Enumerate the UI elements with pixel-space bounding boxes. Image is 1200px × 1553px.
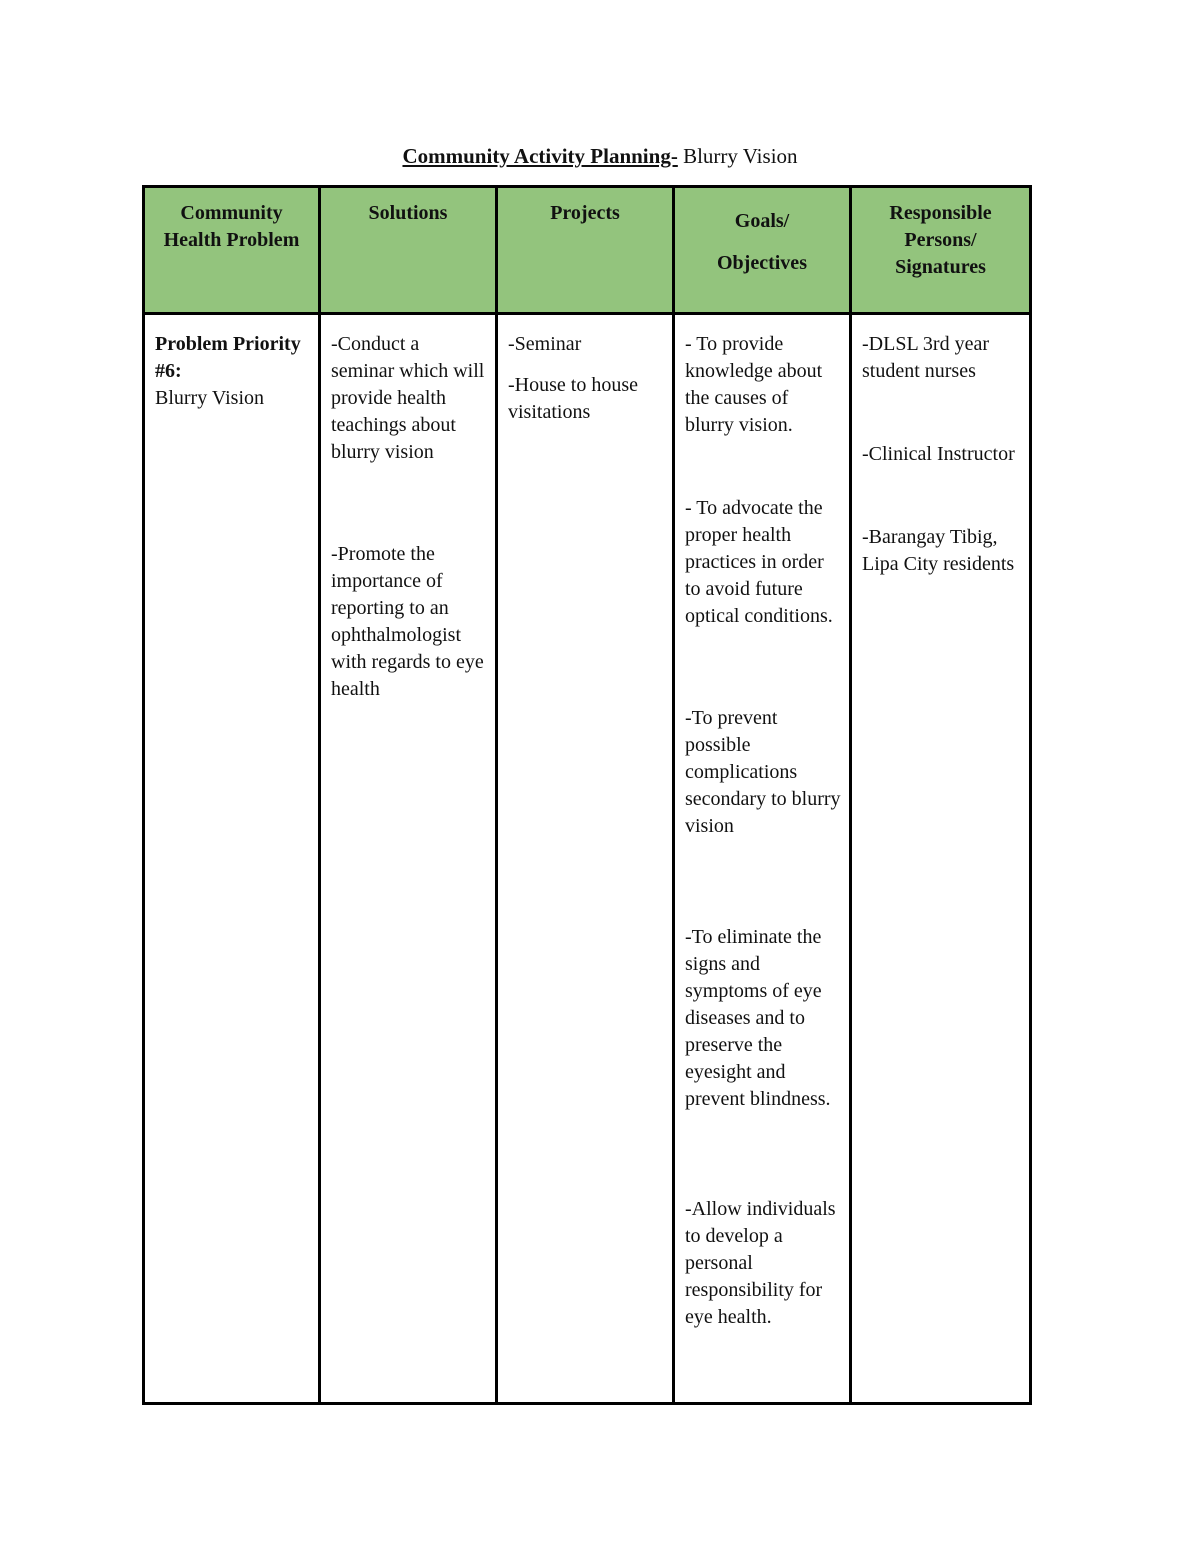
responsible-item: -Clinical Instructor (862, 443, 1015, 465)
project-item: -House to house visitations (508, 374, 638, 423)
goal-item: -Allow individuals to develop a personal responsibility for eye health. (685, 1198, 836, 1328)
header-row (144, 187, 1031, 314)
project-item: -Seminar (508, 333, 582, 355)
header-goals-line1: Goals/ (734, 210, 790, 232)
activity-planning-table (142, 185, 1032, 1405)
table-row (144, 314, 1031, 1404)
cell-problem (144, 314, 320, 1404)
goal-item: - To advocate the proper health practices in order to avoid future optical conditions. (685, 497, 833, 627)
header-goals (674, 187, 851, 314)
solution-item: -Promote the importance of reporting to an ophthalmologist with regards to eye health (331, 543, 484, 700)
title-subject: Blurry Vision (677, 144, 798, 168)
goal-item: -To eliminate the signs and symptoms of eye diseases and to preserve the eyesight and prevent blindness. (685, 926, 831, 1110)
problem-name: Blurry Vision (155, 387, 264, 409)
cell-responsible (851, 314, 1031, 1404)
cell-solutions (320, 314, 497, 1404)
solution-item: -Conduct a seminar which will provide health teachings about blurry vision (331, 333, 485, 463)
header-goals-line2: Objectives (717, 252, 807, 274)
responsible-item: -DLSL 3rd year student nurses (862, 333, 989, 382)
page-title (0, 142, 1200, 170)
header-solutions: Solutions (320, 187, 497, 314)
goal-item: -To prevent possible complications secondary to blurry vision (685, 707, 841, 837)
cell-goals (674, 314, 851, 1404)
header-problem: Community Health Problem (144, 187, 320, 314)
goal-item: - To provide knowledge about the causes of blurry vision. (685, 333, 823, 436)
header-responsible: Responsible Persons/ Signatures (851, 187, 1031, 314)
problem-label: Problem Priority #6: (155, 333, 301, 382)
responsible-item: -Barangay Tibig, Lipa City residents (862, 526, 1015, 575)
cell-projects (497, 314, 674, 1404)
header-projects: Projects (497, 187, 674, 314)
title-bold-part: Community Activity Planning- (402, 144, 678, 168)
